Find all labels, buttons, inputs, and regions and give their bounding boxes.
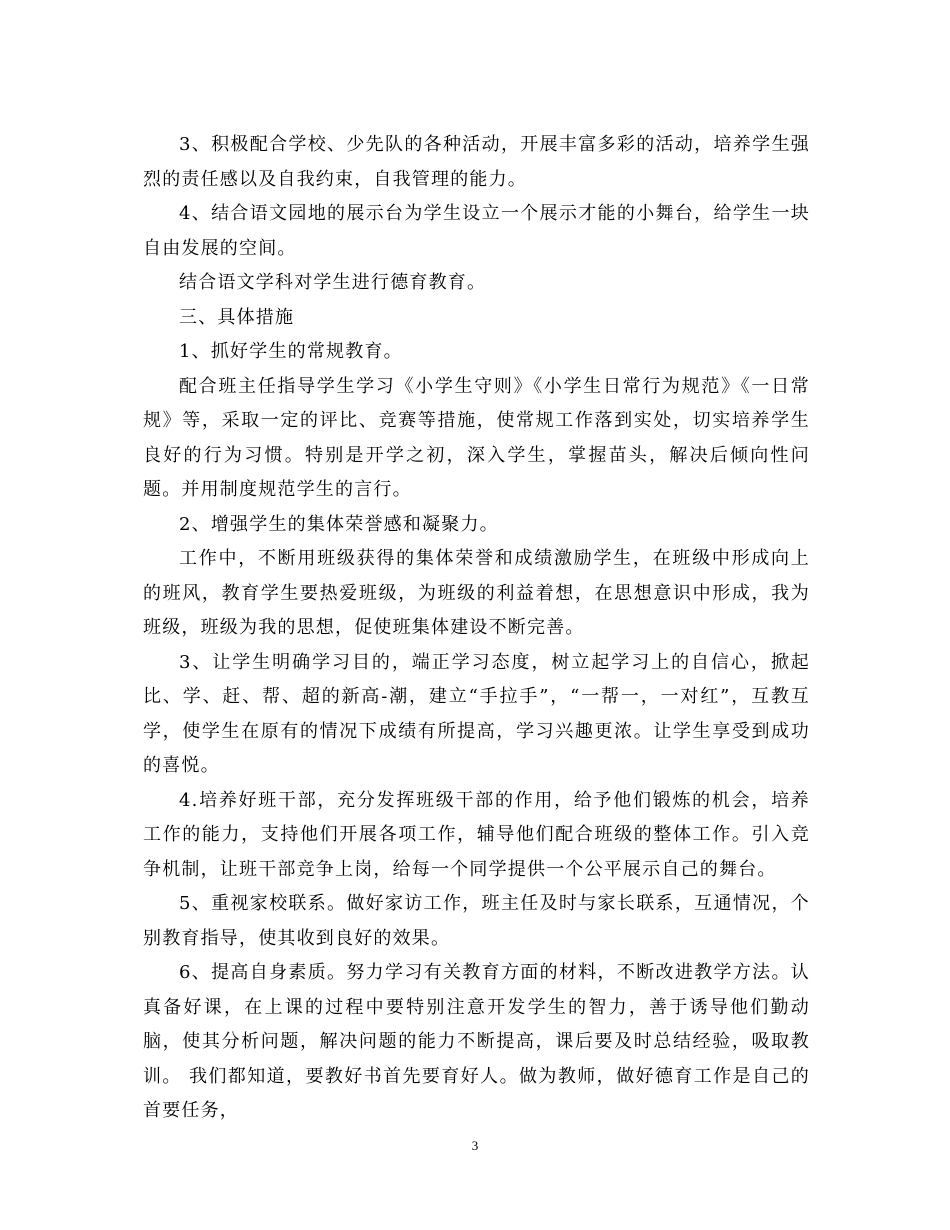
paragraph-showcase: 4、结合语文园地的展示台为学生设立一个展示才能的小舞台，给学生一块自由发展的空间。 (143, 203, 810, 259)
paragraph-learning-goals: 3、让学生明确学习目的，端正学习态度，树立起学习上的自信心，掀起比、学、赶、帮、超的新高-潮，建立“手拉手”，“一帮一，一对红”，互教互学，使学生在原有的情况下成绩有所提高，学习兴趣更浓。让学生享受到成功的喜悦。 (143, 651, 810, 776)
paragraph-routine-body: 配合班主任指导学生学习《小学生守则》《小学生日常行为规范》《一日常规》等，采取一定的评比、竞赛等措施，使常规工作落到实处，切实培养学生良好的行为习惯。特别是开学之初，深入学生，掌握苗头，解决后倾向性问题。并用制度规范学生的言行。 (143, 375, 810, 500)
paragraph-routine-heading: 1、抓好学生的常规教育。 (179, 341, 403, 362)
paragraph-collective-heading: 2、增强学生的集体荣誉感和凝聚力。 (179, 513, 499, 535)
paragraph-moral-education: 结合语文学科对学生进行德育教育。 (179, 272, 487, 293)
page-number: 3 (471, 1138, 479, 1153)
paragraph-activities: 3、积极配合学校、少先队的各种活动，开展丰富多彩的活动，培养学生强烈的责任感以及自我约束，自我管理的能力。 (143, 134, 810, 190)
paragraph-home-school: 5、重视家校联系。做好家访工作，班主任及时与家长联系，互通情况，个别教育指导，使其收到良好的效果。 (143, 893, 810, 949)
section-heading-measures: 三、具体措施 (179, 306, 295, 328)
document-body (143, 128, 810, 1129)
paragraph-collective-body: 工作中，不断用班级获得的集体荣誉和成绩激励学生，在班级中形成向上的班风，教育学生要热爱班级，为班级的利益着想，在思想意识中形成，我为班级，班级为我的思想，促使班集体建设不断完善。 (143, 548, 810, 638)
paragraph-class-cadres: 4.培养好班干部，充分发挥班级干部的作用，给予他们锻炼的机会，培养工作的能力，支持他们开展各项工作，辅导他们配合班级的整体工作。引入竞争机制，让班干部竞争上岗，给每一个同学提供一个公平展示自己的舞台。 (143, 789, 810, 880)
paragraph-self-improvement: 6、提高自身素质。努力学习有关教育方面的材料，不断改进教学方法。认真备好课，在上课的过程中要特别注意开发学生的智力，善于诱导他们勤动脑，使其分析问题，解决问题的能力不断提高，课后要及时总结经验，吸取教训。 我们都知道，要教好书首先要育好人。做为教师，做好德育工作是自己的首要任务， (143, 962, 810, 1121)
